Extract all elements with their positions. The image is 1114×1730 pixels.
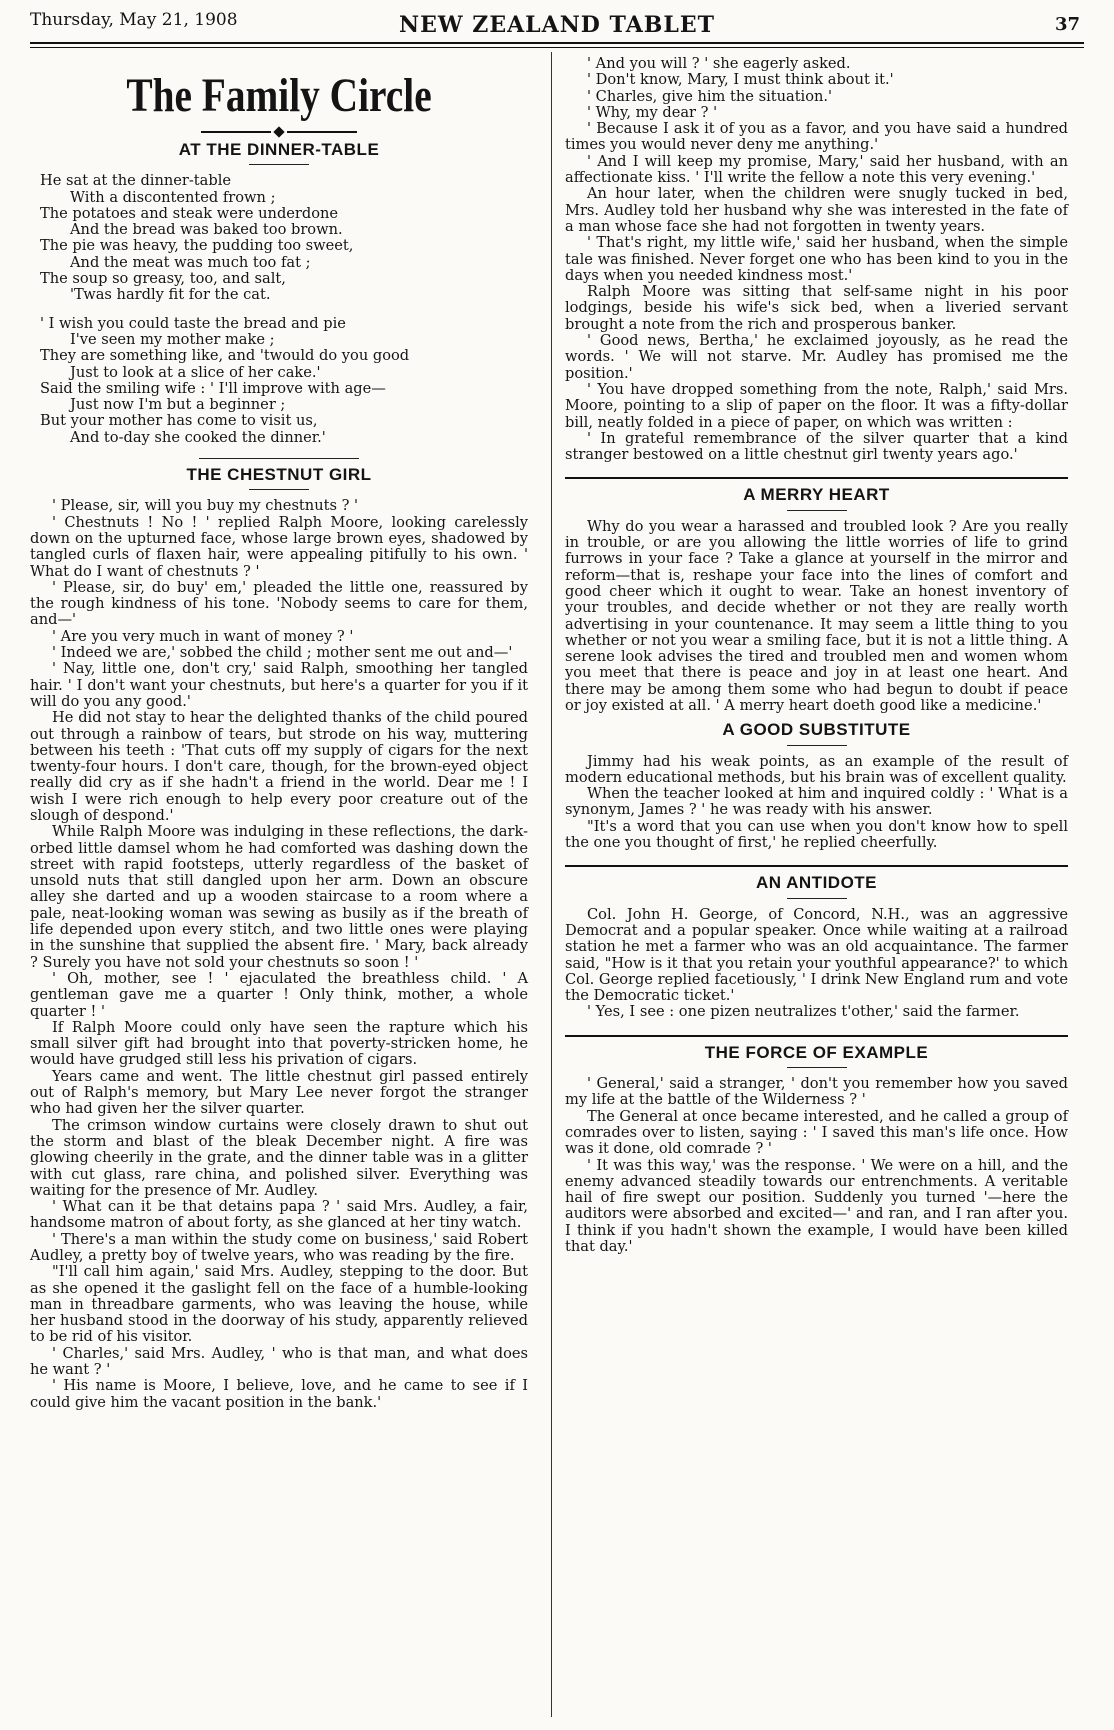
section-separator	[565, 865, 1068, 867]
poem-line: He sat at the dinner-table	[40, 172, 232, 190]
poem-line: And the meat was much too fat ;	[70, 253, 311, 271]
chestnut-girl-heading: THE CHESTNUT GIRL	[186, 465, 372, 485]
diamond-ornament-icon	[273, 126, 284, 137]
dinner-table-heading: AT THE DINNER-TABLE	[178, 140, 380, 159]
paragraph: ' Don't know, Mary, I must think about it.'	[587, 71, 894, 89]
paragraph: ' That's right, my little wife,' said her husband, when the simple tale was finished. Never forget one who has been kind to you in the days when you needed kindness most.'	[565, 234, 1068, 284]
poem-line: The soup so greasy, too, and salt,	[40, 270, 286, 288]
publication-title: NEW ZEALAND TABLET	[399, 12, 715, 38]
paragraph: ' Good news, Bertha,' he exclaimed joyously, as he read the words. ' We will not starve. Mr. Audley has promised me the position.'	[565, 332, 1068, 382]
header-rule-thin	[30, 47, 1084, 48]
poem-line: I've seen my mother make ;	[70, 330, 275, 348]
force-of-example-heading: THE FORCE OF EXAMPLE	[704, 1042, 929, 1062]
section-separator	[565, 1035, 1068, 1037]
paragraph: ' And you will ? ' she eagerly asked.	[587, 55, 851, 72]
poem-line: With a discontented frown ;	[70, 188, 276, 206]
heading-rule	[787, 1067, 847, 1068]
header-rule	[30, 42, 1084, 44]
section-separator	[199, 458, 359, 459]
heading-rule	[249, 489, 309, 490]
title-ornament	[30, 128, 528, 136]
paragraph: ' Please, sir, will you buy my chestnuts ? '	[52, 497, 359, 515]
right-column	[565, 56, 1068, 1255]
paragraph: ' Oh, mother, see ! ' ejaculated the breathless child. ' A gentleman gave me a quarter ! Only think, mother, a whole quarter ! '	[30, 969, 528, 1020]
paragraph: Ralph Moore was sitting that self-same night in his poor lodgings, beside his wife's sick bed, when a liveried servant brought a note from the rich and prosperous banker.	[565, 283, 1068, 333]
paragraph: ' Indeed we are,' sobbed the child ; mother sent me out and—'	[52, 644, 513, 662]
paragraph: "It's a word that you can use when you don't know how to spell the one you thought of first,' he replied cheerfully.	[565, 817, 1068, 852]
paragraph: ' Why, my dear ? '	[587, 103, 718, 121]
page-header	[30, 10, 1084, 46]
paragraph: "I'll call him again,' said Mrs. Audley, stepping to the door. But as she opened it the gaslight fell on the face of a humble-looking man in threadbare garments, who was leaving the house, while her husband stood in the doorway of his study, apparently relieved to be rid of his visitor.	[30, 1263, 528, 1346]
heading-rule	[787, 898, 847, 899]
page-number: 37	[1054, 14, 1080, 35]
paragraph: ' And I will keep my promise, Mary,' said her husband, with an affectionate kiss. ' I'll write the fellow a note this very evening.'	[565, 152, 1068, 187]
poem-line: They are something like, and 'twould do you good	[40, 347, 410, 365]
paragraph: An hour later, when the children were snugly tucked in bed, Mrs. Audley told her husband why she was interested in the fate of a man whose face she had not forgotten in twenty years.	[565, 185, 1068, 235]
paragraph: ' In grateful remembrance of the silver quarter that a kind stranger bestowed on a little chestnut girl twenty years ago.'	[565, 429, 1068, 464]
paragraph: Why do you wear a harassed and troubled look ? Are you really in trouble, or are you allowing the little worries of life to grind furrows in your face ? Take a glance at yourself in the mirror and reform—that is, reshape your face into the lines of comfort and good cheer which it ought to wear. Take an honest inventory of your troubles, and decide whether or not they are really worth advertising in your countenance. It may seem a little thing to you whether or not you wear a smiling face, but it is not a little thing. A serene look advises the tired and troubled men and women whom you meet that there is peace and joy in at least one heart. And there may be among them some who had begun to doubt if peace or joy existed at all. ' A merry heart doeth good like a medicine.'	[565, 517, 1068, 714]
chestnut-girl-continued	[565, 56, 1068, 463]
poem-line: 'Twas hardly fit for the cat.	[70, 286, 271, 304]
paragraph: ' There's a man within the study come on business,' said Robert Audley, a pretty boy of twelve years, who was reading by the fire.	[30, 1230, 528, 1264]
paragraph: ' Charles, give him the situation.'	[587, 87, 833, 105]
poem-line: And to-day she cooked the dinner.'	[70, 428, 326, 446]
paragraph: The General at once became interested, and he called a group of comrades over to listen, saying : ' I saved this man's life once. How was it done, old comrade ? '	[565, 1107, 1068, 1158]
paragraph: Col. John H. George, of Concord, N.H., was an aggressive Democrat and a popular speaker. Once while waiting at a railroad station he met a farmer who was an old acquaintance. The farmer said, "How is it that you retain your youthful appearance?' to which Col. George replied facetiously, ' I drink New England rum and vote the Democratic ticket.'	[565, 905, 1068, 1005]
issue-date: Thursday, May 21, 1908	[30, 10, 238, 30]
paragraph: Jimmy had his weak points, as an example of the result of modern educational methods, but his brain was of excellent quality.	[565, 752, 1068, 786]
paragraph: ' Yes, I see : one pizen neutralizes t'other,' said the farmer.	[587, 1003, 1020, 1021]
paragraph: When the teacher looked at him and inquired coldly : ' What is a synonym, James ? ' he was ready with his answer.	[565, 785, 1068, 819]
poem-line: Just now I'm but a beginner ;	[70, 396, 286, 414]
column-divider	[551, 52, 552, 1717]
paragraph: ' Charles,' said Mrs. Audley, ' who is that man, and what does he want ? '	[30, 1344, 528, 1379]
poem-line: The potatoes and steak were underdone	[40, 204, 339, 222]
section-separator	[565, 477, 1068, 479]
poem-line: And the bread was baked too brown.	[70, 221, 343, 239]
paragraph: ' His name is Moore, I believe, love, and he came to see if I could give him the vacant position in the bank.'	[30, 1377, 528, 1411]
chestnut-girl-body	[30, 498, 528, 1411]
paragraph: ' Because I ask it of you as a favor, and you have said a hundred times you would never deny me anything.'	[565, 120, 1068, 154]
paragraph: ' Nay, little one, don't cry,' said Ralph, smoothing her tangled hair. ' I don't want your chestnuts, but here's a quarter for you if it will do you any good.'	[30, 660, 528, 710]
paragraph: ' Chestnuts ! No ! ' replied Ralph Moore, looking carelessly down on the upturned face, whose large brown eyes, shadowed by tangled curls of flaxen hair, were appealing pitifully to his own. ' What do I want of chestnuts ? '	[30, 513, 528, 580]
paragraph: He did not stay to hear the delighted thanks of the child poured out through a rainbow of tears, but strode on his way, muttering between his teeth : 'That cuts off my supply of cigars for the next twenty-four hours. I don't care, though, for the brown-eyed object really did cry as if she hadn't a friend in the world. Dear me ! I wish I were rich enough to help every poor creature out of the slough of despond.'	[30, 709, 528, 824]
paragraph: ' Please, sir, do buy' em,' pleaded the little one, reassured by the rough kindness of his tone. 'Nobody seems to care for them, and—'	[30, 578, 528, 629]
poem-line: Said the smiling wife : ' I'll improve with age—	[40, 379, 386, 397]
paragraph: ' You have dropped something from the note, Ralph,' said Mrs. Moore, pointing to a slip of paper on the floor. It was a fifty-dollar bill, neatly folded in a piece of paper, on which was written :	[565, 380, 1068, 431]
left-column	[30, 56, 528, 1411]
paragraph: ' Are you very much in want of money ? '	[52, 627, 354, 645]
paragraph: If Ralph Moore could only have seen the rapture which his small silver gift had brought into that poverty-stricken home, he would have grudged still less his privation of cigars.	[30, 1018, 528, 1069]
paragraph: While Ralph Moore was indulging in these reflections, the dark-orbed little damsel whom he had comforted was dashing down the street with rapid footsteps, utterly regardless of the basket of unsold nuts that still dangled upon her arm. Down an obscure alley she darted and up a wooden staircase to a room where a pale, neat-looking woman was sewing as busily as if the breath of life depended upon every stitch, and two little ones were playing in the sunshine that supplied the absent fire. ' Mary, back already ? Surely you have not sold your chestnuts so soon ! '	[30, 823, 528, 971]
poem-line: ' I wish you could taste the bread and pie	[40, 314, 346, 332]
poem-line: Just to look at a slice of her cake.'	[70, 363, 321, 381]
section-title: The Family Circle	[126, 69, 432, 122]
poem-line: But your mother has come to visit us,	[40, 412, 318, 430]
heading-rule	[787, 745, 847, 746]
heading-rule	[249, 164, 309, 165]
good-substitute-heading: A GOOD SUBSTITUTE	[722, 720, 911, 740]
paragraph: ' It was this way,' was the response. ' We were on a hill, and the enemy advanced steadily towards our entrenchments. A veritable hail of fire swept our position. Suddenly you turned '—here the auditors were absorbed and excited—' and ran, and I ran after you. I think if you hadn't shown the example, I would have been killed that day.'	[565, 1156, 1068, 1255]
poem-line: The pie was heavy, the pudding too sweet,	[40, 237, 354, 255]
antidote-heading: AN ANTIDOTE	[755, 873, 878, 893]
merry-heart-heading: A MERRY HEART	[743, 485, 890, 505]
paragraph: ' General,' said a stranger, ' don't you remember how you saved my life at the battle of the Wilderness ? '	[565, 1075, 1068, 1109]
dinner-table-poem	[40, 173, 528, 446]
heading-rule	[787, 510, 847, 511]
paragraph: Years came and went. The little chestnut girl passed entirely out of Ralph's memory, but Mary Lee never forgot the stranger who had given her the silver quarter.	[30, 1067, 528, 1118]
paragraph: ' What can it be that detains papa ? ' said Mrs. Audley, a fair, handsome matron of about forty, as she glanced at her tiny watch.	[30, 1198, 528, 1232]
paragraph: The crimson window curtains were closely drawn to shut out the storm and blast of the bleak December night. A fire was glowing cheerily in the grate, and the dinner table was in a glitter with cut glass, rare china, and polished silver. Everything was waiting for the presence of Mr. Audley.	[30, 1116, 528, 1199]
